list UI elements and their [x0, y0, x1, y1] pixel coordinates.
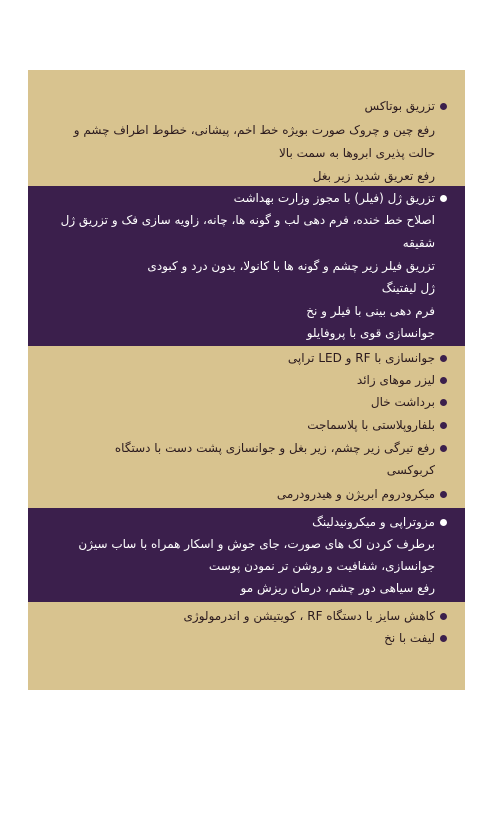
service-title-botox: تزریق بوتاکس [365, 98, 435, 114]
bullet-icon [440, 422, 447, 429]
bullet-icon [440, 377, 447, 384]
service-detail: رفع تعریق شدید زیر بغل [312, 169, 435, 183]
service-thread-lift: لیفت با نخ [384, 630, 435, 646]
bullet-icon [440, 445, 447, 452]
service-blepharoplasty: بلفاروپلاستی با پلاسماجت [307, 417, 435, 433]
service-detail: فرم دهی بینی با فیلر و نخ [306, 304, 435, 318]
service-detail: شقیقه [402, 236, 435, 250]
bullet-icon [440, 635, 447, 642]
service-rf-slimming: کاهش سایز با دستگاه RF ، کویتیشن و اندرمولوژی [184, 608, 435, 624]
service-detail: رفع سیاهی دور چشم، درمان ریزش مو [240, 581, 435, 595]
service-detail: جوانسازی قوی با پروفایلو [306, 326, 435, 340]
bullet-icon [440, 195, 447, 202]
service-rf-led: جوانسازی با RF و LED تراپی [288, 350, 435, 366]
service-detail: ژل لیفتینگ [381, 281, 435, 295]
services-card [28, 70, 465, 690]
service-microdermabrasion: میکرودروم ابریژن و هیدرودرمی [277, 486, 435, 502]
service-detail: جوانسازی، شفافیت و روشن تر نمودن پوست [208, 559, 435, 573]
bullet-icon [440, 519, 447, 526]
bullet-icon [440, 491, 447, 498]
service-laser-hair: لیزر موهای زائد [357, 372, 435, 388]
bullet-icon [440, 399, 447, 406]
bullet-icon [440, 355, 447, 362]
bullet-icon [440, 103, 447, 110]
service-detail: تزریق فیلر زیر چشم و گونه ها با کانولا، بدون درد و کبودی [147, 259, 435, 273]
service-title-mesotherapy: مزوتراپی و میکرونیدلینگ [312, 514, 435, 530]
bullet-icon [440, 613, 447, 620]
service-detail: کربوکسی [386, 463, 435, 477]
service-detail: حالت پذیری ابروها به سمت بالا [278, 146, 435, 160]
service-detail: رفع چین و چروک صورت بویژه خط اخم، پیشانی، خطوط اطراف چشم و [73, 123, 435, 137]
service-carboxy: رفع تیرگی زیر چشم، زیر بغل و جوانسازی پشت دست با دستگاه [115, 440, 435, 456]
service-mole-removal: برداشت خال [371, 394, 435, 410]
service-detail: اصلاح خط خنده، فرم دهی لب و گونه ها، چانه، زاویه سازی فک و تزریق ژل [60, 213, 435, 227]
service-title-filler: تزریق ژل (فیلر) با مجوز وزارت بهداشت [234, 190, 435, 206]
service-detail: برطرف کردن لک های صورت، جای جوش و اسکار همراه با ساب سیژن [78, 537, 435, 551]
